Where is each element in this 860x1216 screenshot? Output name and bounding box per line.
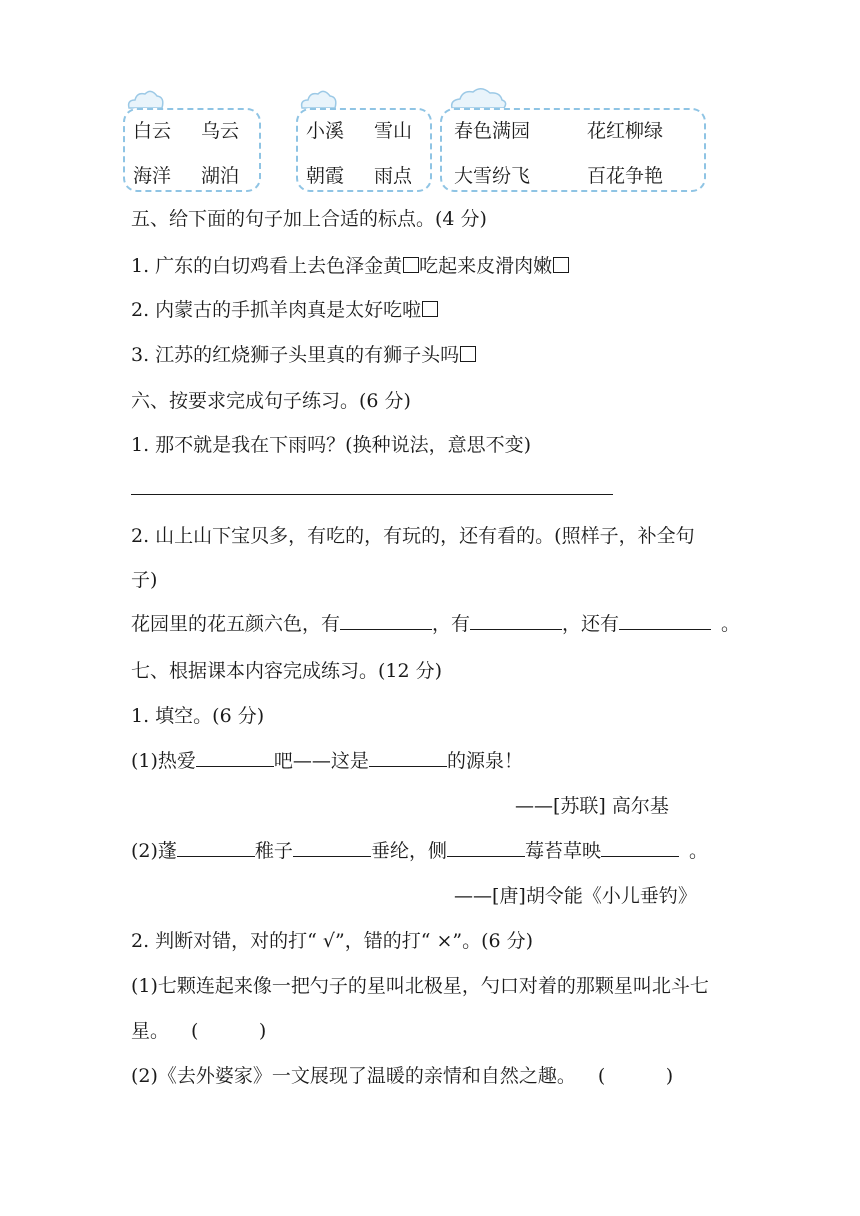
question-text: 吧——这是 bbox=[273, 750, 369, 772]
quote-source: ——[苏联] 高尔基 bbox=[515, 795, 669, 817]
question-text: 2. 山上山下宝贝多，有吃的，有玩的，还有看的。(照样子，补全句 bbox=[131, 525, 695, 547]
word-box-1 bbox=[123, 108, 261, 192]
answer-blank[interactable] bbox=[470, 611, 562, 630]
word: 雪山 bbox=[374, 120, 413, 142]
question-text: 莓苔草映 bbox=[524, 840, 601, 862]
question-text: 稚子 bbox=[254, 840, 293, 862]
answer-line[interactable] bbox=[131, 494, 613, 495]
section-title: 五、给下面的句子加上合适的标点。(4 分) bbox=[131, 208, 487, 230]
word: 湖泊 bbox=[201, 165, 240, 187]
question-text: (2)蓬 bbox=[131, 840, 177, 862]
question-text: 吃起来皮滑肉嫩 bbox=[419, 255, 553, 277]
question-text: 2. 内蒙古的手抓羊肉真是太好吃啦 bbox=[131, 299, 422, 321]
question-line bbox=[131, 340, 476, 367]
question-text: 花园里的花五颜六色，有 bbox=[131, 613, 341, 635]
word: 花红柳绿 bbox=[587, 120, 664, 142]
word: 大雪纷飞 bbox=[454, 165, 531, 187]
word: 朝霞 bbox=[306, 165, 345, 187]
question-line bbox=[131, 295, 438, 322]
question-text: 子) bbox=[131, 569, 158, 591]
question-line bbox=[131, 1061, 673, 1088]
quote-source: ——[唐]胡令能《小儿垂钓》 bbox=[454, 885, 697, 907]
question-text: ，有 bbox=[432, 613, 471, 635]
answer-blank[interactable] bbox=[601, 838, 679, 857]
answer-blank[interactable] bbox=[340, 611, 432, 630]
word: 百花争艳 bbox=[587, 165, 664, 187]
question-text: ，还有 bbox=[562, 613, 620, 635]
question-text: (1)七颗连起来像一把勺子的星叫北极星，勺口对着的那颗星叫北斗七 bbox=[131, 975, 709, 997]
question-text: 3. 江苏的红烧狮子头里真的有狮子头吗 bbox=[131, 344, 460, 366]
word: 雨点 bbox=[374, 165, 413, 187]
question-line bbox=[131, 1016, 266, 1043]
answer-blank[interactable] bbox=[293, 838, 371, 857]
answer-blank[interactable] bbox=[619, 611, 711, 630]
question-text: (1)热爱 bbox=[131, 750, 196, 772]
question-line bbox=[131, 609, 740, 636]
question-text: 。 bbox=[688, 840, 708, 862]
word: 海洋 bbox=[133, 165, 172, 187]
punctuation-box[interactable] bbox=[460, 346, 476, 362]
answer-blank[interactable] bbox=[196, 748, 274, 767]
question-line bbox=[131, 746, 523, 773]
word: 白云 bbox=[133, 120, 172, 142]
question-text: 2. 判断对错，对的打“ √”，错的打“ ×”。(6 分) bbox=[131, 930, 534, 952]
question-text: 1. 填空。(6 分) bbox=[131, 705, 265, 727]
answer-blank[interactable] bbox=[369, 748, 447, 767]
question-text: 1. 广东的白切鸡看上去色泽金黄 bbox=[131, 255, 403, 277]
word-box-2 bbox=[296, 108, 432, 192]
word: 小溪 bbox=[306, 120, 345, 142]
question-text: 。 bbox=[721, 613, 741, 635]
answer-blank[interactable] bbox=[177, 838, 255, 857]
question-text: 的源泉！ bbox=[446, 750, 523, 772]
question-text: (2)《去外婆家》一文展现了温暖的亲情和自然之趣。 bbox=[131, 1065, 576, 1087]
answer-paren[interactable]: ( ) bbox=[597, 1065, 674, 1087]
question-line bbox=[131, 251, 569, 278]
section-title: 六、按要求完成句子练习。(6 分) bbox=[131, 390, 411, 412]
question-line bbox=[131, 836, 708, 863]
section-title: 七、根据课本内容完成练习。(12 分) bbox=[131, 660, 443, 682]
question-text: 垂纶，侧 bbox=[370, 840, 447, 862]
word-box-3 bbox=[440, 108, 706, 192]
answer-blank[interactable] bbox=[447, 838, 525, 857]
word: 春色满园 bbox=[454, 120, 531, 142]
answer-paren[interactable]: ( ) bbox=[191, 1020, 267, 1042]
punctuation-box[interactable] bbox=[553, 257, 569, 273]
punctuation-box[interactable] bbox=[422, 301, 438, 317]
question-text: 星。 bbox=[131, 1020, 170, 1042]
word: 乌云 bbox=[201, 120, 240, 142]
punctuation-box[interactable] bbox=[403, 257, 419, 273]
question-text: 1. 那不就是我在下雨吗？(换种说法，意思不变) bbox=[131, 434, 531, 456]
